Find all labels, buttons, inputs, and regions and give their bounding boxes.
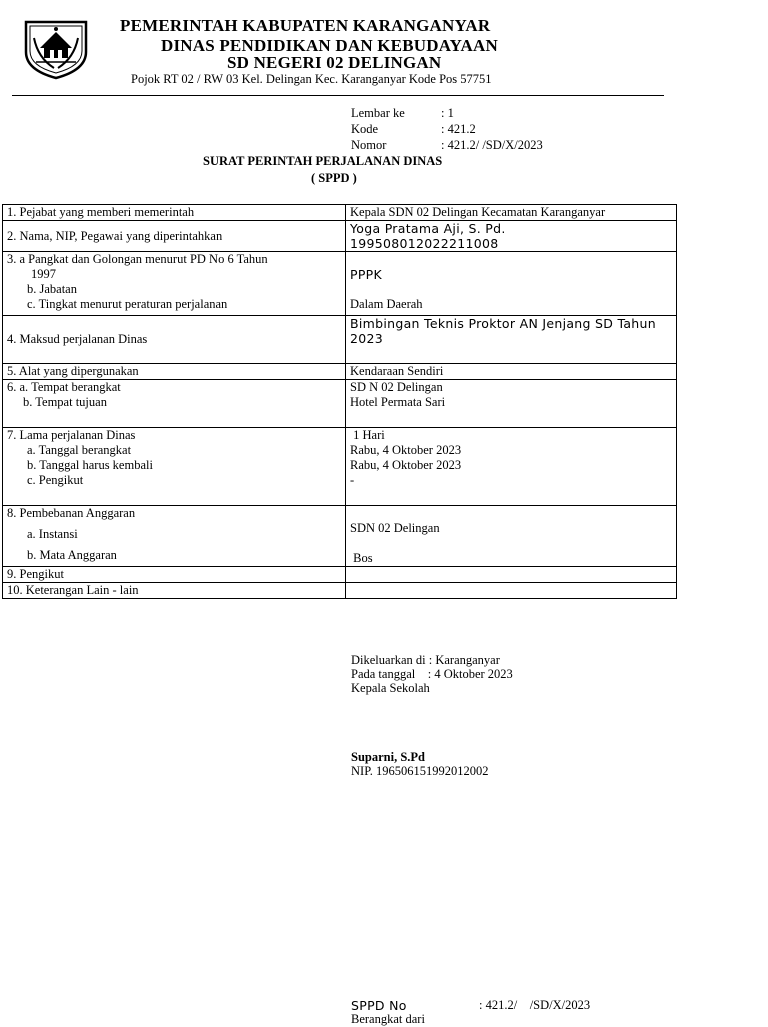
signatory-nip: NIP. 196506151992012002 bbox=[351, 764, 489, 778]
row-8a-value: SDN 02 Delingan bbox=[350, 521, 440, 535]
row-1-value: Kepala SDN 02 Delingan Kecamatan Karanganyar bbox=[350, 205, 606, 219]
row-10-label: 10. Keterangan Lain - lain bbox=[7, 583, 139, 597]
row-7-label: 7. Lama perjalanan Dinas bbox=[7, 428, 136, 442]
row-7a-value: Rabu, 4 Oktober 2023 bbox=[350, 443, 462, 457]
row-8b-label: b. Mata Anggaran bbox=[27, 548, 117, 562]
issued-date: Pada tanggal : 4 Oktober 2023 bbox=[351, 667, 513, 681]
nomor-label: Nomor bbox=[351, 138, 387, 152]
row-1-label: 1. Pejabat yang memberi memerintah bbox=[7, 205, 195, 219]
sppd-table bbox=[2, 204, 677, 599]
row-3a-label: 3. a Pangkat dan Golongan menurut PD No 6 Tahun bbox=[7, 252, 268, 266]
row-6a-value: SD N 02 Delingan bbox=[350, 380, 443, 394]
row-7-value: 1 Hari bbox=[350, 428, 385, 442]
row-4-value: Bimbingan Teknis Proktor AN Jenjang SD Tahun bbox=[350, 316, 656, 331]
row-6b-value: Hotel Permata Sari bbox=[350, 395, 446, 409]
row-3b-label: b. Jabatan bbox=[27, 282, 77, 296]
table-row bbox=[3, 567, 677, 583]
row-3c-label: c. Tingkat menurut peraturan perjalanan bbox=[27, 297, 228, 311]
row-8-label: 8. Pembebanan Anggaran bbox=[7, 506, 136, 520]
row-2-label: 2. Nama, NIP, Pegawai yang diperintahkan bbox=[7, 228, 223, 243]
document-subtitle: ( SPPD ) bbox=[311, 171, 357, 185]
row-2-name: Yoga Pratama Aji, S. Pd. bbox=[350, 221, 506, 236]
row-3b-value: PPPK bbox=[350, 267, 383, 282]
table-row bbox=[3, 221, 677, 252]
header-divider bbox=[12, 95, 664, 96]
row-9-label: 9. Pengikut bbox=[7, 567, 64, 581]
table-row bbox=[3, 252, 677, 316]
row-5-value: Kendaraan Sendiri bbox=[350, 364, 444, 378]
row-2-nip: 199508012022211008 bbox=[350, 236, 499, 251]
header-department: DINAS PENDIDIKAN DAN KEBUDAYAAN bbox=[161, 36, 498, 55]
row-7c-label: c. Pengikut bbox=[27, 473, 84, 487]
row-4-value-cont: 2023 bbox=[350, 331, 384, 346]
table-row bbox=[3, 428, 677, 506]
row-5-label: 5. Alat yang dipergunakan bbox=[7, 364, 139, 378]
row-3c-value: Dalam Daerah bbox=[350, 297, 423, 311]
nomor-value: : 421.2/ /SD/X/2023 bbox=[441, 138, 543, 152]
header-school: SD NEGERI 02 DELINGAN bbox=[227, 53, 442, 72]
issued-place: Dikeluarkan di : Karanganyar bbox=[351, 653, 500, 667]
table-row bbox=[3, 205, 677, 221]
row-8a-label: a. Instansi bbox=[27, 527, 78, 541]
row-7b-label: b. Tanggal harus kembali bbox=[27, 458, 153, 472]
row-7c-value: - bbox=[350, 473, 355, 487]
document-title: SURAT PERINTAH PERJALANAN DINAS bbox=[203, 154, 443, 168]
sppd-number-value: : 421.2/ /SD/X/2023 bbox=[479, 998, 591, 1012]
row-7b-value: Rabu, 4 Oktober 2023 bbox=[350, 458, 462, 472]
berangkat-label: Berangkat dari bbox=[351, 1012, 425, 1026]
header-regency: PEMERINTAH KABUPATEN KARANGANYAR bbox=[120, 16, 491, 35]
row-6a-label: 6. a. Tempat berangkat bbox=[7, 380, 121, 394]
issued-position: Kepala Sekolah bbox=[351, 681, 430, 695]
header-address: Pojok RT 02 / RW 03 Kel. Delingan Kec. Karanganyar Kode Pos 57751 bbox=[131, 72, 492, 86]
table-row bbox=[3, 364, 677, 380]
lembar-label: Lembar ke bbox=[351, 106, 405, 120]
row-4-label: 4. Maksud perjalanan Dinas bbox=[7, 332, 148, 346]
signatory-name: Suparni, S.Pd bbox=[351, 750, 425, 764]
row-7a-label: a. Tanggal berangkat bbox=[27, 443, 132, 457]
regency-emblem bbox=[20, 18, 92, 85]
row-3a-label-cont: 1997 bbox=[31, 267, 56, 281]
table-row bbox=[3, 583, 677, 599]
table-row bbox=[3, 506, 677, 567]
row-6b-label: b. Tempat tujuan bbox=[23, 395, 107, 409]
table-row bbox=[3, 316, 677, 364]
table-row bbox=[3, 380, 677, 428]
sppd-number-label: SPPD No bbox=[351, 998, 407, 1013]
row-8b-value: Bos bbox=[350, 551, 373, 565]
kode-value: : 421.2 bbox=[441, 122, 476, 136]
kode-label: Kode bbox=[351, 122, 379, 136]
lembar-value: : 1 bbox=[441, 106, 454, 120]
